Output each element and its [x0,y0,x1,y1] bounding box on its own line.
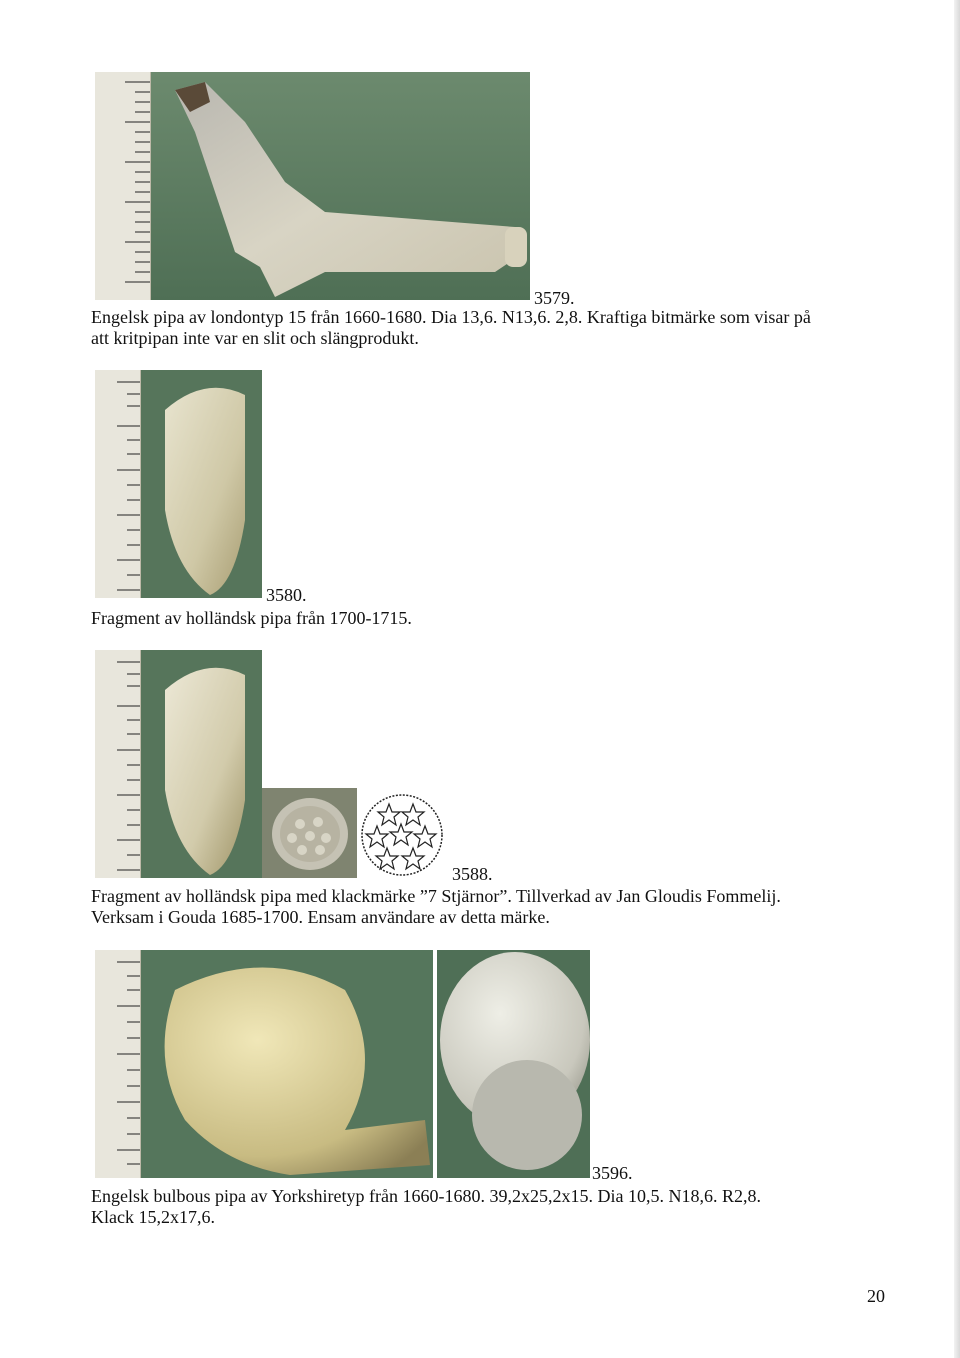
caption-line: Engelsk pipa av londontyp 15 från 1660-1680. Dia 13,6. N13,6. 2,8. Kraftiga bitmärke som visar på [91,307,811,327]
ruler [95,72,151,300]
caption-line: att kritpipan inte var en slit och slängprodukt. [91,328,419,348]
caption-line: Fragment av holländsk pipa från 1700-1715. [91,608,412,628]
figure-number: 3580. [266,585,307,605]
pipe-3579-image [95,72,530,300]
caption-line: Fragment av holländsk pipa med klackmärke ”7 Stjärnor”. Tillverkad av Jan Gloudis Fommelij. [91,886,781,906]
pipe-3596-image [95,950,590,1178]
figure-number: 3588. [452,864,493,884]
page-edge [954,0,960,1358]
page-number: 20 [867,1286,885,1306]
photo-3588 [95,650,262,878]
photo-3580 [95,370,262,598]
ruler [95,650,141,878]
photo-3579 [95,72,530,300]
seven-stars-mark-drawing [357,790,447,880]
figure-number: 3596. [592,1163,633,1183]
heel-stamp-photo [262,788,357,878]
photo-3596 [95,950,590,1178]
ruler [95,370,141,598]
caption-line: Klack 15,2x17,6. [91,1207,215,1227]
caption-line: Engelsk bulbous pipa av Yorkshiretyp från 1660-1680. 39,2x25,2x15. Dia 10,5. N18,6. R2,8. [91,1186,761,1206]
caption-line: Verksam i Gouda 1685-1700. Ensam användare av detta märke. [91,907,550,927]
ruler [95,950,141,1178]
figure-number: 3579. [534,288,575,308]
